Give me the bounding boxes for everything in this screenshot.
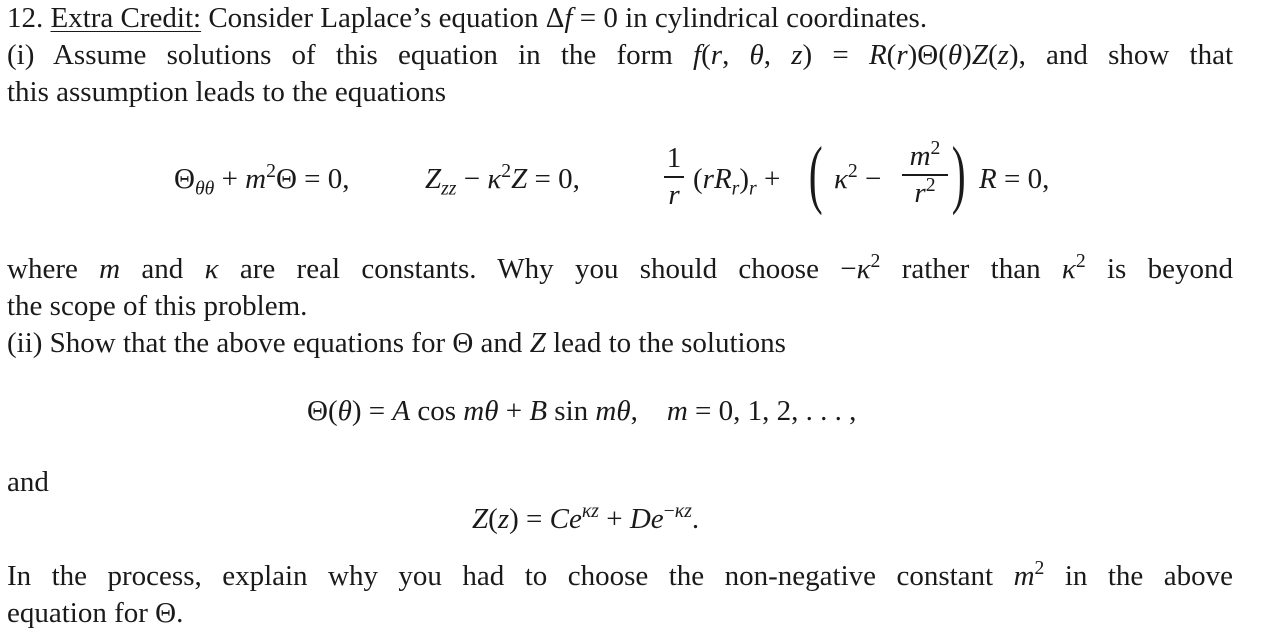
- r-derivative-term: $(rR_r)_r$ +: [693, 163, 781, 200]
- r-equation-tail: R = 0,: [979, 163, 1050, 195]
- theta-equation: $\Theta_{\theta\theta} + m^2\Theta = 0$,: [174, 160, 350, 200]
- problem-intro: Consider Laplace’s equation Δf = 0 in cylindrical coordinates.: [208, 2, 928, 34]
- after-equations-line-2: the scope of this problem.: [7, 290, 308, 322]
- right-big-paren: ): [951, 132, 966, 216]
- and-word: and: [7, 466, 49, 498]
- one-over-r-fraction: 1 r: [664, 144, 684, 210]
- after-equations-line-1: where m and κ are real constants. Why you should choose $-\kappa^2$ rather than $\kappa^2$ is beyond: [7, 250, 1234, 285]
- theta-solution-equation: Θ(θ) = A cos mθ + B sin mθ, m = 0, 1, 2, . . . ,: [307, 395, 857, 427]
- z-equation: $Z_{zz} - \kappa^2Z = 0$,: [425, 160, 580, 200]
- part-i-line-1: (i) Assume solutions of this equation in the form f(r, θ, z) = R(r)Θ(θ)Z(z), and show that: [7, 39, 1234, 71]
- part-i-line-2: this assumption leads to the equations: [7, 76, 446, 108]
- kappa-squared-minus: $\kappa^2$ −: [834, 160, 882, 195]
- problem-title-line: [7, 4, 927, 33]
- problem-number: 12.: [7, 2, 44, 34]
- closing-line-1: In the process, explain why you had to choose the non-negative constant $m^2$ in the above: [7, 557, 1233, 592]
- left-big-paren: (: [808, 132, 823, 216]
- part-ii-line: (ii) Show that the above equations for Θ and Z lead to the solutions: [7, 327, 786, 359]
- m2-over-r2-fraction: $m^2$ $r^2$: [902, 142, 948, 208]
- z-solution-equation: $Z(z) = Ce^{\kappa z} + De^{-\kappa z}$.: [472, 500, 700, 535]
- closing-line-2: equation for Θ.: [7, 597, 184, 629]
- extra-credit-label: Extra Credit:: [50, 2, 202, 34]
